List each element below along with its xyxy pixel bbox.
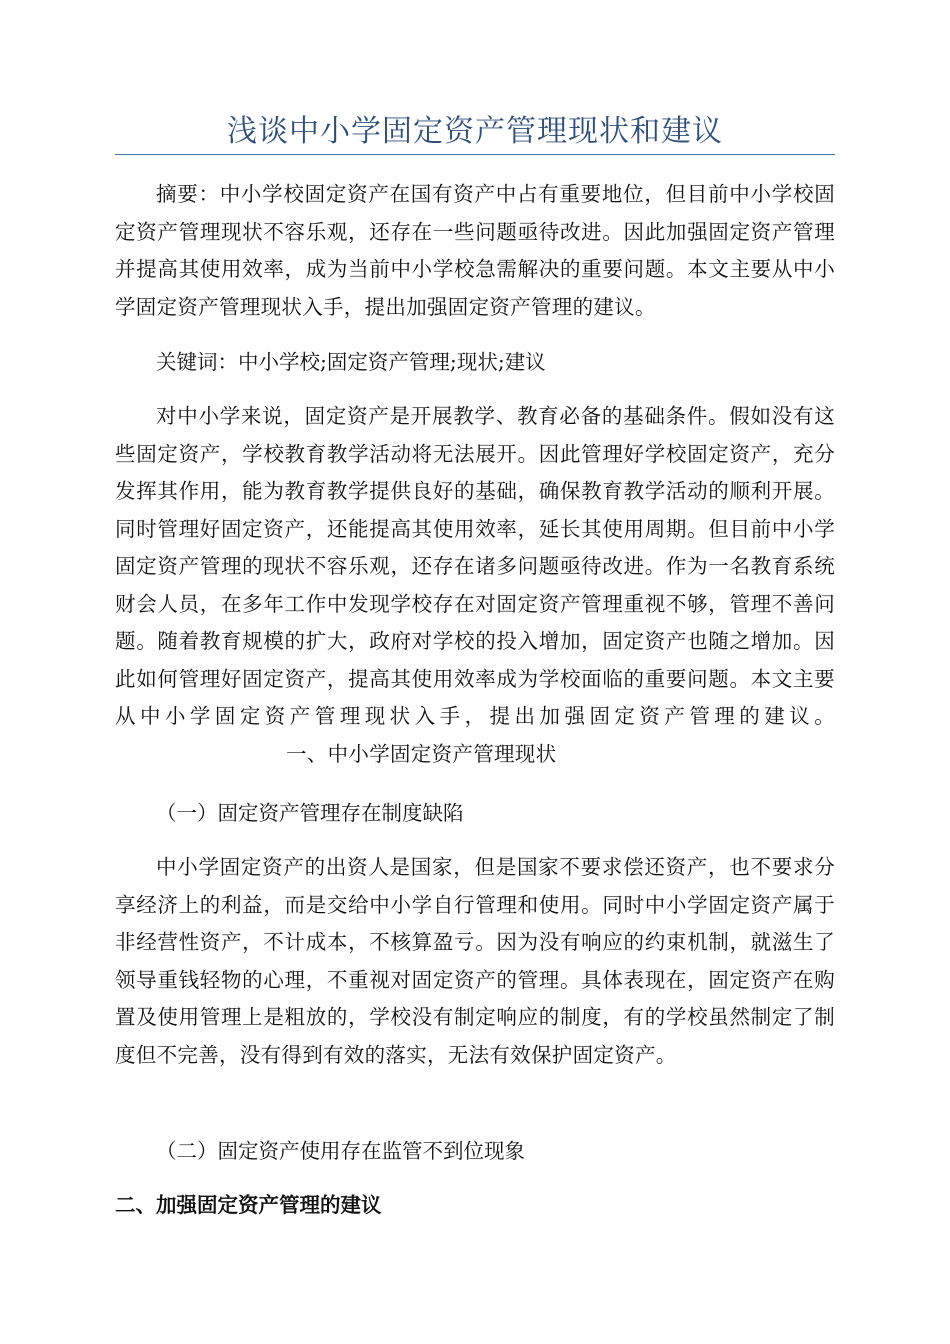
- title-underline: [115, 154, 835, 155]
- section-heading-2: 二、加强固定资产管理的建议: [115, 1193, 382, 1217]
- document-title: 浅谈中小学固定资产管理现状和建议: [227, 114, 723, 149]
- intro-paragraph: [115, 398, 835, 773]
- keywords-line: 关键词：中小学校;固定资产管理;现状;建议: [156, 350, 546, 374]
- section-heading-1: 一、中小学固定资产管理现状: [286, 741, 557, 766]
- subsection-1-paragraph: 中小学固定资产的出资人是国家，但是国家不要求偿还资产，也不要求分享经济上的利益，而是交给中小学自行管理和使用。同时中小学固定资产属于非经营性资产，不计成本，不核算盈亏。因为没有响应的约束机制，就滋生了领导重钱轻物的心理，不重视对固定资产的管理。具体表现在，固定资产在购置及使用管理上是粗放的，学校没有制定响应的制度，有的学校虽然制定了制度但不完善，没有得到有效的落实，无法有效保护固定资产。: [115, 855, 835, 1067]
- abstract-paragraph: 摘要：中小学校固定资产在国有资产中占有重要地位，但目前中小学校固定资产管理现状不容乐观，还存在一些问题亟待改进。因此加强固定资产管理并提高其使用效率，成为当前中小学校急需解决的重要问题。本文主要从中小学固定资产管理现状入手，提出加强固定资产管理的建议。: [115, 182, 835, 319]
- subsection-heading-2: （二）固定资产使用存在监管不到位现象: [156, 1139, 525, 1163]
- subsection-heading-1: （一）固定资产管理存在制度缺陷: [156, 801, 464, 825]
- intro-text: 对中小学来说，固定资产是开展教学、教育必备的基础条件。假如没有这些固定资产，学校教育教学活动将无法展开。因此管理好学校固定资产，充分发挥其作用，能为教育教学提供良好的基础，确保教育教学活动的顺利开展。同时管理好固定资产，还能提高其使用效率，延长其使用周期。但目前中小学固定资产管理的现状不容乐观，还存在诸多问题亟待改进。作为一名教育系统财会人员，在多年工作中发现学校存在对固定资产管理重视不够，管理不善问题。随着教育规模的扩大，政府对学校的投入增加，固定资产也随之增加。因此如何管理好固定资产，提高其使用效率成为学校面临的重要问题。本文主要从中小学固定资产管理现状入手，提出加强固定资产管理的建议。: [115, 404, 835, 728]
